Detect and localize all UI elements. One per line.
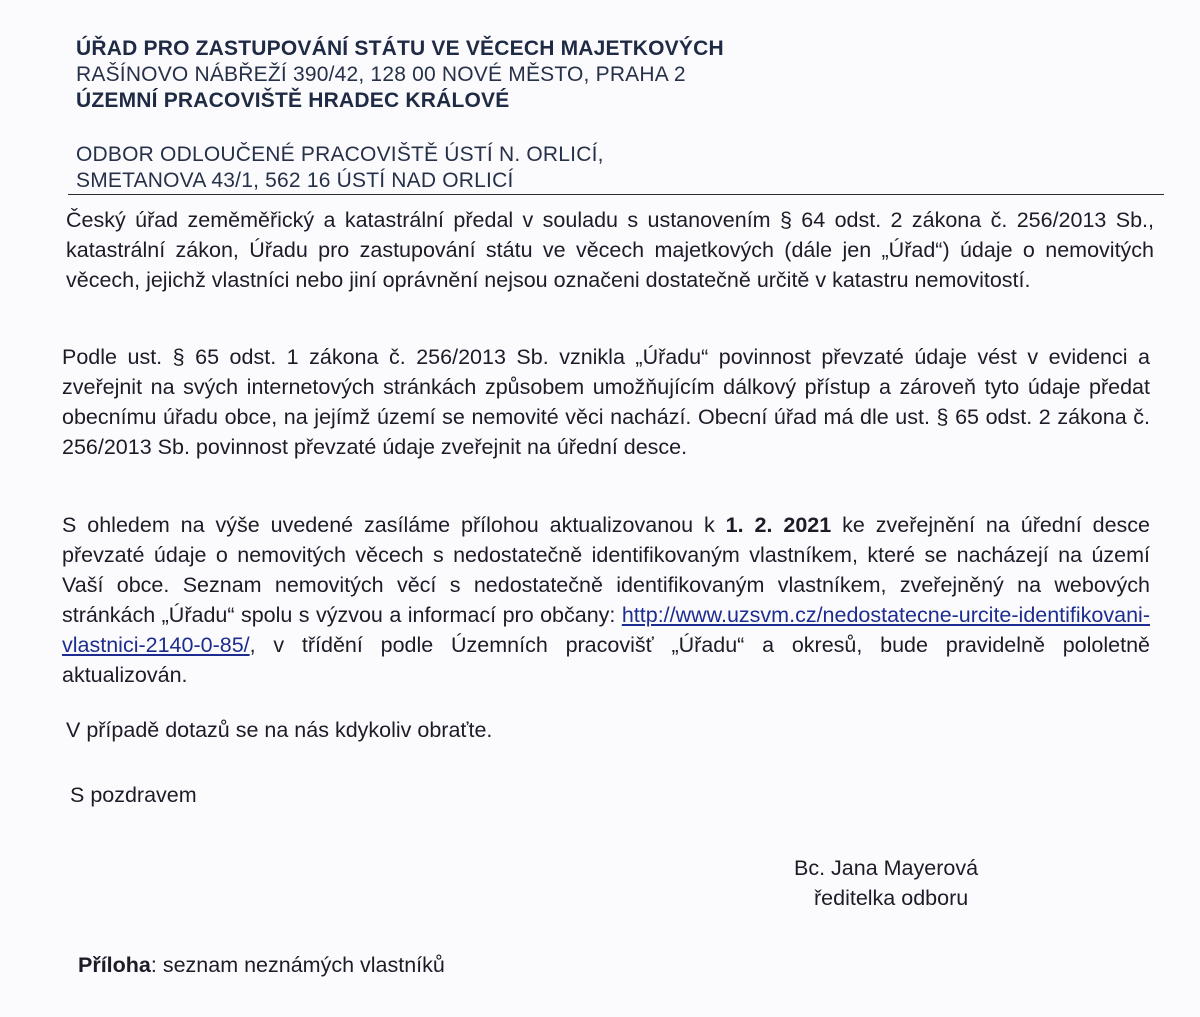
department-address: SMETANOVA 43/1, 562 16 ÚSTÍ NAD ORLICÍ xyxy=(76,169,514,192)
paragraph-3-end: , v třídění podle Územních pracovišť „Úřadu“ a okresů, bude pravidelně pololetně aktualizován. xyxy=(62,633,1150,687)
letterhead xyxy=(76,36,1166,194)
branch-name: ÚZEMNÍ PRACOVIŠTĚ HRADEC KRÁLOVÉ xyxy=(76,89,510,112)
paragraph-1: Český úřad zeměměřický a katastrální předal v souladu s ustanovením § 64 odst. 2 zákona č. 256/2013 Sb., katastrální zákon, Úřadu pro zastupování státu ve věcech majetkových (dále jen „Úřad“) údaje o nemovitých věcech, jejichž vlastníci nebo jiní oprávnění nejsou označeni dostatečně určitě v katastru nemovitostí. xyxy=(66,208,1154,292)
attachment-text: : seznam neznámých vlastníků xyxy=(150,953,445,977)
org-address: RAŠÍNOVO NÁBŘEŽÍ 390/42, 128 00 NOVÉ MĚSTO, PRAHA 2 xyxy=(76,63,686,86)
signature-name: Bc. Jana Mayerová xyxy=(794,856,979,880)
update-date: 1. 2. 2021 xyxy=(725,513,832,537)
questions-line: V případě dotazů se na nás kdykoliv obraťte. xyxy=(66,718,493,742)
greeting: S pozdravem xyxy=(70,783,197,807)
signature-role: ředitelka odboru xyxy=(814,886,969,910)
attachment-label: Příloha xyxy=(78,953,151,977)
paragraph-3-intro: S ohledem na výše uvedené zasíláme přílohou aktualizovanou k xyxy=(62,513,726,537)
org-name: ÚŘAD PRO ZASTUPOVÁNÍ STÁTU VE VĚCECH MAJETKOVÝCH xyxy=(76,37,724,60)
paragraph-3-middle: ke zveřejnění na úřední desce převzaté údaje o nemovitých věcech s nedostatečně identifikovaným vlastníkem, které se nacházejí na území Vaší obce. Seznam nemovitých věcí s nedostatečně identifikovaným vlastníkem, zveřejněný na webových stránkách „Úřadu“ spolu s výzvou a informací pro občany: xyxy=(62,513,1150,627)
department-name: ODBOR ODLOUČENÉ PRACOVIŠTĚ ÚSTÍ N. ORLICÍ, xyxy=(76,143,604,166)
website-link[interactable]: http://www.uzsvm.cz/nedostatecne-urcite-identifikovani-vlastnici-2140-0-85/ xyxy=(62,603,1150,657)
paragraph-2: Podle ust. § 65 odst. 1 zákona č. 256/2013 Sb. vznikla „Úřadu“ povinnost převzaté údaje vést v evidenci a zveřejnit na svých internetových stránkách způsobem umožňujícím dálkový přístup a zároveň tyto údaje předat obecnímu úřadu obce, na jejímž území se nemovité věci nachází. Obecní úřad má dle ust. § 65 odst. 2 zákona č. 256/2013 Sb. povinnost převzaté údaje zveřejnit na úřední desce. xyxy=(62,345,1150,459)
paragraph-3 xyxy=(62,510,1150,690)
attachment-line xyxy=(78,950,445,980)
header-divider xyxy=(68,194,1164,195)
